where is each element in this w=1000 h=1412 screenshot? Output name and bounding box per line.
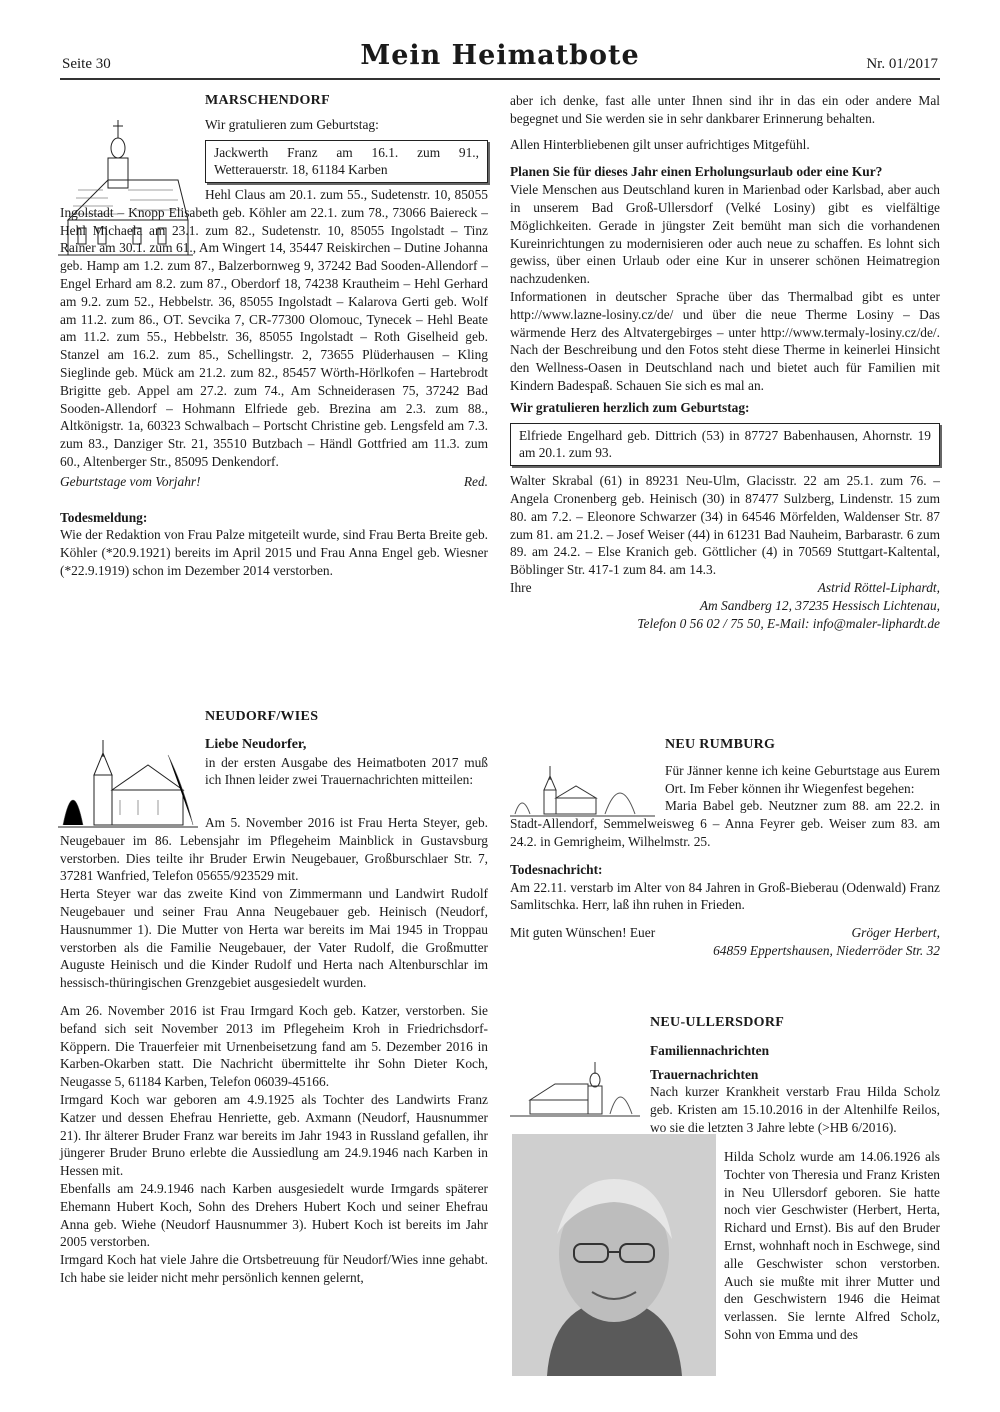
hilda-scholz-portrait-photo (512, 1134, 716, 1376)
neudorf-paragraph-steyer: Am 5. November 2016 ist Frau Herta Steyer, geb. Neugebauer im 86. Lebensjahr im Pflegeheim Mainblick in Gustavsburg verstorben. Dies teilte ihr Bruder Erwin Neugebauer, Großburschlaer Str. 7, 37281 Wanfried, Telefon 05655/923529 mit. (60, 815, 488, 884)
masthead-title: Mein Heimatbote (360, 40, 640, 71)
koch-continued-text: aber ich denke, fast alle unter Ihnen sind ihr in das ein oder andere Mal begegnet und Sie werden sie in sehr dankbarer Erinnerung behalten. (510, 93, 940, 126)
neu-rumburg-signature-name: Gröger Herbert, (851, 925, 940, 941)
right-column-top (510, 92, 940, 632)
neu-rumburg-wishes: Mit guten Wünschen! Euer (510, 925, 656, 941)
spa-heading: Planen Sie für dieses Jahr einen Erholungsurlaub oder eine Kur? (510, 164, 883, 180)
neudorf-intro: in der ersten Ausgabe des Heimatboten 2017 muß ich Ihnen leider zwei Trauernachrichten mitteilen: (205, 754, 488, 788)
death-notice-title: Todesmeldung: (60, 509, 148, 525)
obituary-biography: Hilda Scholz wurde am 14.06.1926 als Tochter von Theresia und Franz Kristen in Neu Ullersdorf geboren. Sie hatte noch vier Geschwister (Herbert, Herta, Richard und Ernst). Bis auf den Bruder Ernst, wohnhaft noch in Eschwege, sind alle Geschwister schon verstorben. Auch sie mußte mit ihrer Mutter und den Geschwistern 1946 die Heimat verlassen. Sie lernte Alfred Scholz, Sohn von Emma und des (724, 1149, 940, 1342)
greeting-intro: Wir gratulieren zum Geburtstag: (205, 116, 379, 132)
birthday-list-text: Hehl Claus am 20.1. zum 55., Sudetenstr. 10, 85055 Ingolstadt – Knopp Elisabeth geb. Köhler am 22.1. zum 78., 73066 Baiereck – Hehl Michaela am 23.1. zum 82., Sudetenstr. 10, 85055 Ingolstadt – Tinz Rainer am 30.1. zum 61., Am Wingert 14, 35447 Reiskirchen – Dutine Johanna geb. Hamp am 1.2. zum 87., Balzerbornweg 9, 37242 Bad Sooden-Allendorf – Engel Erhard am 8.2. zum 87., Oberdorf 18, 74238 Krautheim – Hehl Gerhard am 9.2. zum 52., Hebbelstr. 36, 85055 Ingolstadt – Kalarova Gerti geb. Wolf am 11.2. zum 86., OT. Sevcika 7, CR-77300 Olomouc, Tynecek – Hehl Beate am 11.2. zum 55., Hebbelstr. 36, 85055 Ingolstadt – Roth Giselheid geb. Stanzel am 16.2. zum 85., Schellingstr. 2, 73655 Plüderhausen – Kling Sieglinde geb. Mück am 21.2. zum 82., 85457 Wörth-Hörlkofen – Hartebrodt Brigitte geb. Appel am 27.2. zum 74., Am Schneiderasen 75, 37242 Bad Sooden-Allendorf – Hohmann Elfriede geb. Brezina am 2.3. zum 88., Altkönigstr. 1a, 60323 Schwalbach – Portscht Christine geb. Lengsfeld am 7.3. zum 83., Danziger Str. 21, 35510 Butzbach – Händl Gottfried am 11.3. zum 60., Altenberger Str., 85095 Denkendorf. (60, 187, 488, 469)
highlight-birthday-text: Jackwerth Franz am 16.1. zum 91., Wetterauerstr. 18, 61184 Karben (214, 144, 479, 178)
sign-off-word: Ihre (510, 579, 532, 595)
neu-rumburg-section (510, 736, 940, 960)
section-title-marschendorf: MARSCHENDORF (205, 93, 330, 108)
header-rule (60, 78, 940, 80)
neudorf-section (60, 708, 488, 789)
page-number: Seite 30 (62, 56, 111, 72)
neu-ullersdorf-section (510, 1014, 940, 1137)
neu-rumburg-signature-address: 64859 Eppertshausen, Niederröder Str. 32 (713, 942, 940, 958)
section-title-neudorf: NEUDORF/WIES (205, 709, 319, 724)
birthday-note: Geburtstage vom Vorjahr! (60, 473, 201, 489)
neudorf-paragraph-koch-husband: Ebenfalls am 24.9.1946 nach Karben ausgesiedelt wurde Irmgards späterer Ehemann Hubert Koch, Sohn des Drehers Hubert Koch und seiner Ehefrau Anna geb. Wiehe (Neudorf Hausnummer 3). Hubert Koch ist bereits im Jahr 2005 verstorben. (60, 1180, 488, 1250)
highlight-birthday-text-right: Elfriede Engelhard geb. Dittrich (53) in 87727 Babenhausen, Ahornstr. 19 am 20.1. zum 93. (519, 427, 931, 461)
neudorf-paragraph-koch-bio: Irmgard Koch war geboren am 4.9.1925 als Tochter des Landwirts Franz Katzer und dessen Ehefrau Henriette, geb. Axmann (Neudorf, Hausnummer 21). Ihr älterer Bruder Franz war bereits im Jahr 1943 in Russland gefallen, ihr jüngerer Bruder Bruno erlebte die Aussiedlung am 24.9.1946 nach Karben in Hessen mit. (60, 1091, 488, 1179)
neudorf-paragraph-koch-office: Irmgard Koch hat viele Jahre die Ortsbetreuung für Neudorf/Wies inne gehabt. Ich habe sie leider nicht mehr persönlich kennen gelernt, (60, 1252, 488, 1285)
neudorf-paragraph-koch: Am 26. November 2016 ist Frau Irmgard Koch geb. Katzer, verstorben. Sie befand sich seit November 2013 im Pflegeheim Kroh in Friedrichsdorf-Köppern. Die Trauerfeier mit Urnenbeisetzung fand am 5. Dezember 2016 in Karben-Okarben statt. Die Nachricht übermittelte ihr Sohn Dieter Koch, Neugasse 5, 61184 Karben, Telefon 06039-45166. (60, 1002, 488, 1090)
highlight-birthday-box (205, 140, 488, 184)
issue-number: Nr. 01/2017 (866, 56, 938, 72)
obituary-heading: Trauernachrichten (650, 1066, 759, 1082)
neu-rumburg-death-title: Todesnachricht: (510, 861, 603, 877)
neudorf-greeting: Liebe Neudorfer, (205, 736, 307, 752)
neu-rumburg-death-text: Am 22.11. verstarb im Alter von 84 Jahren in Groß-Bieberau (Odenwald) Franz Samlitschka. Herr, laß ihn ruhen in Frieden. (510, 879, 940, 913)
neu-ullersdorf-bio (724, 1148, 940, 1344)
neudorf-body (60, 814, 488, 1287)
family-news-heading: Familiennachrichten (650, 1042, 770, 1058)
section-title-neu-rumburg: NEU RUMBURG (665, 737, 776, 752)
neu-rumburg-birthdays: Maria Babel geb. Neutzner zum 88. am 22.2. in Stadt-Allendorf, Semmelweisweg 6 – Anna Feyrer geb. Weiser zum 83. am 24.2. in Gemrigheim, Wilhelmstr. 25. (510, 798, 940, 849)
marschendorf-section (60, 92, 488, 191)
section-title-neu-ullersdorf: NEU-ULLERSDORF (650, 1015, 785, 1030)
condolence-text: Allen Hinterbliebenen gilt unser aufrichtiges Mitgefühl. (510, 136, 810, 152)
signature-address: Am Sandberg 12, 37235 Hessisch Lichtenau, (699, 597, 940, 613)
birthday-list-right: Walter Skrabal (61) in 89231 Neu-Ulm, Glacisstr. 22 am 25.1. zum 76. – Angela Cronenberg geb. Heinisch (30) in 87477 Sulzberg, Lindenstr. 15 zum 80. am 7.2. – Eleonore Schwarzer (34) in 64546 Mörfelden, Waldenser Str. 87 zum 81. am 21.2. – Josef Weiser (44) in 61231 Bad Nauheim, Barbarastr. 6 zum 89. am 24.2. – Else Kranich geb. Göttlicher (4) in 70569 Stuttgart-Kaltental, Böblinger Str. 417-1 zum 84. am 14.3. (510, 473, 940, 578)
spa-paragraph: Viele Menschen aus Deutschland kuren in Marienbad oder Karlsbad, aber auch in unserem Bad Groß-Ullersdorf (Velké Losiny) gibt es vielfältige Möglichkeiten. Gerade in jüngster Zeit bemüht man sich die vorhandenen Kureinrichtungen zu modernisieren oder auch neue zu schaffen. Es lohnt sich gewiss, über einen Urlaub oder eine Kur in unserer schönen Heimatregion nachzudenken. (510, 182, 940, 287)
spa-info-paragraph: Informationen in deutscher Sprache über das Thermalbad gibt es unter http://www.lazne-losiny.cz/de/ und über die neue Therme Losiny – Das wärmende Herz des Altvatergebirges – unter http://www.termaly-losiny.cz/de/. Nach der Beschreibung und den Fotos steht diese Therme in keinerlei Hinsicht den Wellness-Oasen in Deutschland nach und bietet auch für Familien mit Kindern Badespaß. Schauen Sie sich es mal an. (510, 288, 940, 393)
birthday-greeting-heading: Wir gratulieren herzlich zum Geburtstag: (510, 399, 750, 415)
death-notice-text: Wie der Redaktion von Frau Palze mitgeteilt wurde, sind Frau Berta Breite geb. Köhler (*20.9.1921) bereits im April 2015 und Frau Anna Engel geb. Wiesner (*22.9.1919) schon im Dezember 2014 verstorben. (60, 527, 488, 578)
editor-signature: Red. (463, 473, 488, 489)
signature-name: Astrid Röttel-Liphardt, (817, 579, 940, 595)
marschendorf-list (60, 186, 488, 580)
obituary-intro: Nach kurzer Krankheit verstarb Frau Hilda Scholz geb. Kristen am 15.10.2016 in der Altenhilfe Reilos, wo sie die letzten 3 Jahre lebte (>HB 6/2016). (650, 1084, 940, 1135)
highlight-birthday-box-right (510, 423, 940, 467)
neudorf-paragraph-steyer-bio: Herta Steyer war das zweite Kind von Zimmermann und Landwirt Rudolf Neugebauer und seiner Frau Anna Neugebauer geb. Heinisch (Neudorf, Hausnummer 1). Die Mutter von Herta war bereits im Mai 1945 in Troppau verstorben als die Familie Neugebauer, der Vater Rudolf, die Großmutter Auguste Heinisch und die Kinder Rudolf und Herta nach Altenburschlar im hessisch-thüringischen Grenzgebiet ausgesiedelt wurden. (60, 886, 488, 991)
neu-rumburg-intro: Für Jänner kenne ich keine Geburtstage aus Eurem Ort. Im Feber können ihr Wiegenfest begehen: (665, 762, 940, 796)
signature-contact: Telefon 0 56 02 / 75 50, E-Mail: info@maler-liphardt.de (637, 615, 940, 631)
